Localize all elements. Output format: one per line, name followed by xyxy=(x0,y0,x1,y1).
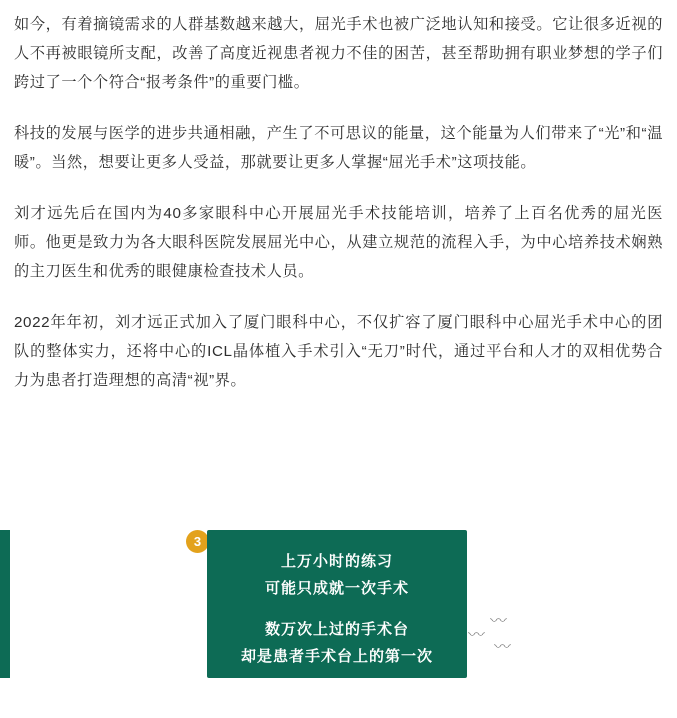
bird-icon: 〰 xyxy=(490,613,507,628)
paragraph-2: 科技的发展与医学的进步共通相融，产生了不可思议的能量，这个能量为人们带来了“光”和“温暖”。当然，想要让更多人受益，那就要让更多人掌握“屈光手术”这项技能。 xyxy=(14,125,663,171)
bird-icon: 〰 xyxy=(494,639,511,654)
callout-lines xyxy=(207,530,467,670)
quote-callout xyxy=(0,512,677,718)
paragraph-4: 2022年年初，刘才远正式加入了厦门眼科中心，不仅扩容了厦门眼科中心屈光手术中心的团队的整体实力，还将中心的ICL晶体植入手术引入“无刀”时代，通过平台和人才的双相优势合力为患者打造理想的高清“视”界。 xyxy=(14,314,663,389)
bird-icon: 〰 xyxy=(468,627,485,642)
callout-number-badge: 3 xyxy=(186,530,209,553)
callout-line-4: 却是患者手术台上的第一次 xyxy=(240,648,433,665)
callout-line-1: 上万小时的练习 xyxy=(280,553,393,570)
callout-line-2: 可能只成就一次手术 xyxy=(264,580,409,597)
callout-left-bar xyxy=(0,530,10,678)
paragraph-1: 如今，有着摘镜需求的人群基数越来越大，屈光手术也被广泛地认知和接受。它让很多近视的人不再被眼镜所支配，改善了高度近视患者视力不佳的困苦，甚至帮助拥有职业梦想的学子们跨过了一个个符合“报考条件”的重要门槛。 xyxy=(14,16,663,91)
callout-spacer xyxy=(217,602,457,616)
paragraph-3: 刘才远先后在国内为40多家眼科中心开展屈光手术技能培训，培养了上百名优秀的屈光医师。他更是致力为各大眼科医院发展屈光中心，从建立规范的流程入手，为中心培养技术娴熟的主刀医生和优秀的眼健康检查技术人员。 xyxy=(14,205,663,280)
callout-line-3: 数万次上过的手术台 xyxy=(264,621,409,638)
bird-decoration xyxy=(466,610,536,660)
callout-card xyxy=(207,530,467,678)
